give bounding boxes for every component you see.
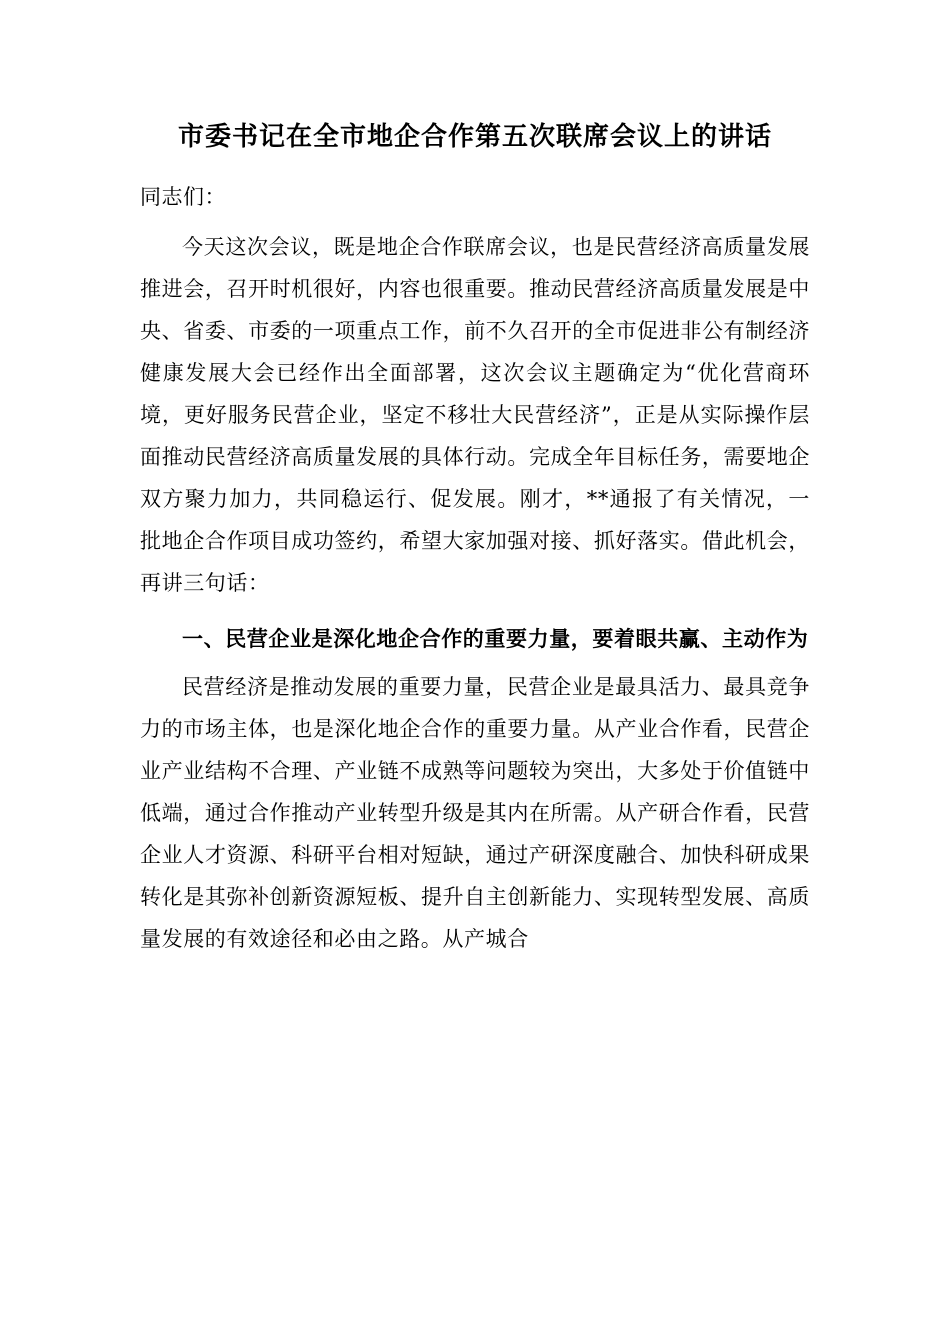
paragraph-1: 今天这次会议，既是地企合作联席会议，也是民营经济高质量发展推进会，召开时机很好，内容也很重要。推动民营经济高质量发展是中央、省委、市委的一项重点工作，前不久召开的全市促进非公有制经济健康发展大会已经作出全面部署，这次会议主题确定为“优化营商环境，更好服务民营企业，坚定不移壮大民营经济”，正是从实际操作层面推动民营经济高质量发展的具体行动。完成全年目标任务，需要地企双方聚力加力，共同稳运行、促发展。刚才，**通报了有关情况，一批地企合作项目成功签约，希望大家加强对接、抓好落实。借此机会，再讲三句话： <box>140 234 810 595</box>
paragraph-2: 民营经济是推动发展的重要力量，民营企业是最具活力、最具竞争力的市场主体，也是深化地企合作的重要力量。从产业合作看，民营企业产业结构不合理、产业链不成熟等问题较为突出，大多处于价值链中低端，通过合作推动产业转型升级是其内在所需。从产研合作看，民营企业人才资源、科研平台相对短缺，通过产研深度融合、加快科研成果转化是其弥补创新资源短板、提升自主创新能力、实现转型发展、高质量发展的有效途径和必由之路。从产城合 <box>140 674 810 951</box>
salutation: 同志们： <box>140 185 226 209</box>
page-title: 市委书记在全市地企合作第五次联席会议上的讲话 <box>177 122 772 152</box>
section-heading-1: 一、民营企业是深化地企合作的重要力量，要着眼共赢、主动作为 <box>182 625 809 651</box>
